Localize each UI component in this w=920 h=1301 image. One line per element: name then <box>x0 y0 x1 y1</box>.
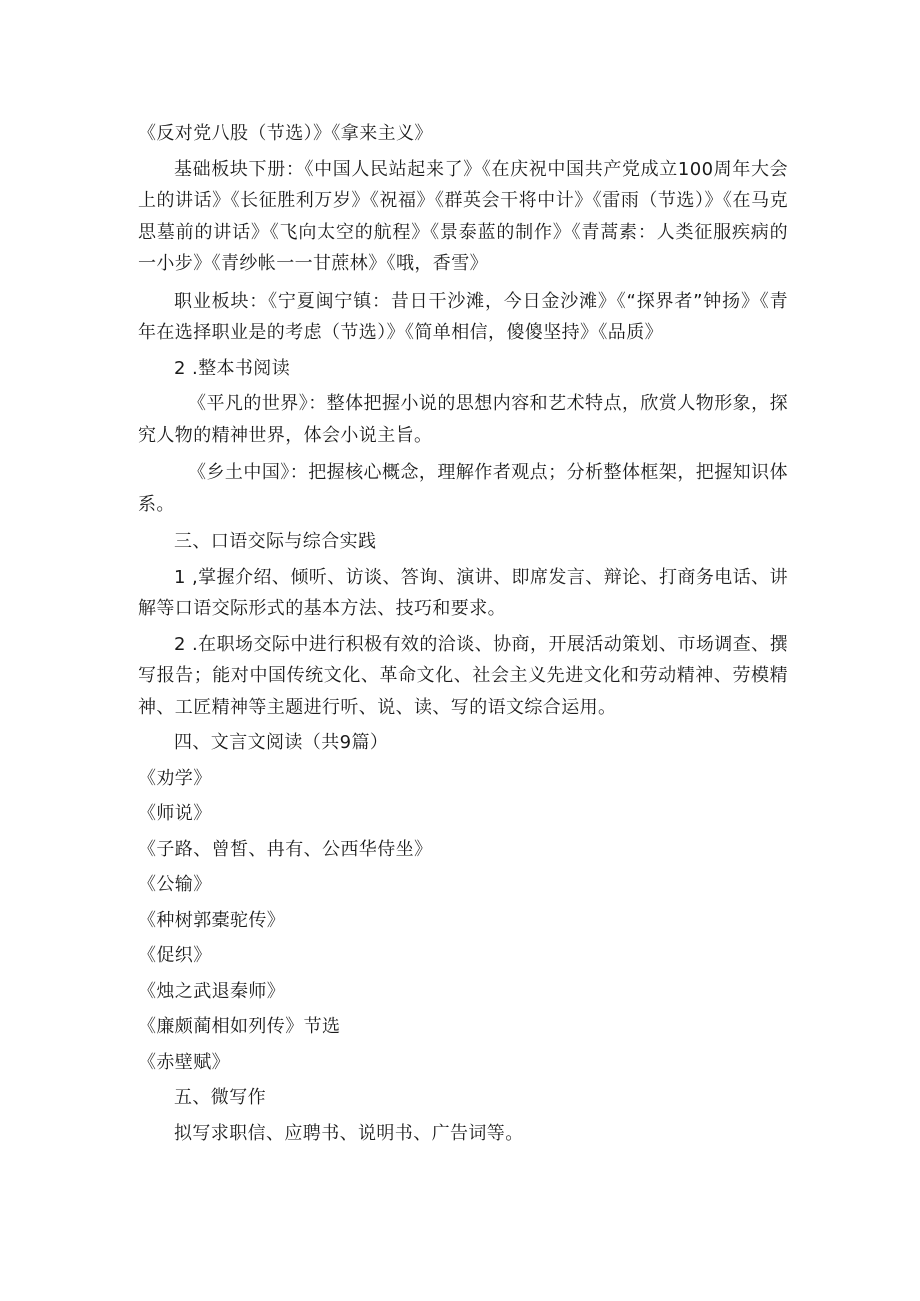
section-3-item-2: 2 .在职场交际中进行积极有效的洽谈、协商，开展活动策划、市场调查、撰写报告；能对中国传统文化、革命文化、社会主义先进文化和劳动精神、劳模精神、工匠精神等主题进行听、说、读、写的语文综合运用。 <box>138 633 788 718</box>
section-3-heading: 三、口语交际与综合实践 <box>174 531 377 552</box>
classical-text-item: 《种树郭橐驼传》 <box>138 909 286 931</box>
classical-text-item: 《促织》 <box>138 945 212 966</box>
basic-lower-paragraph: 基础板块下册：《中国人民站起来了》《在庆祝中国共产党成立100周年大会上的讲话》《长征胜利万岁》《祝福》《群英会干将中计》《雷雨（节选）》《在马克思墓前的讲话》《飞向太空的航程》《景泰蓝的制作》《青蒿素：人类征服疾病的一小步》《青纱帐一一甘蔗林》《哦，香雪》 <box>138 158 788 274</box>
classical-text-item: 《公输》 <box>138 874 212 895</box>
document-body <box>138 118 788 1149</box>
section-5-paragraph: 拟写求职信、应聘书、说明书、广告词等。 <box>174 1122 524 1144</box>
section-4-heading: 四、文言文阅读（共9篇） <box>174 732 389 753</box>
section-5-heading: 五、微写作 <box>174 1087 266 1108</box>
classical-text-item: 《烛之武退秦师》 <box>138 980 286 1002</box>
classical-text-item: 《子路、曾皙、冉有、公西华侍坐》 <box>138 838 433 860</box>
whole-book-heading: 2 .整本书阅读 <box>174 357 291 379</box>
classical-text-item: 《师说》 <box>138 803 212 824</box>
whole-book-paragraph-1: 《平凡的世界》：整体把握小说的思想内容和艺术特点，欣赏人物形象，探究人物的精神世界，体会小说主旨。 <box>138 393 788 446</box>
career-module-paragraph: 职业板块：《宁夏闽宁镇：昔日干沙滩，今日金沙滩》《“探界者”钟扬》《青年在选择职业是的考虑（节选）》《简单相信，傻傻坚持》《品质》 <box>138 290 788 343</box>
classical-text-item: 《劝学》 <box>138 767 212 789</box>
classical-text-item: 《赤壁赋》 <box>138 1051 230 1073</box>
section-3-item-1: 1 ,掌握介绍、倾听、访谈、答询、演讲、即席发言、辩论、打商务电话、讲解等口语交际形式的基本方法、技巧和要求。 <box>138 566 788 619</box>
opening-line: 《反对党八股（节选）》《拿来主义》 <box>138 123 433 144</box>
whole-book-paragraph-2: 《乡土中国》：把握核心概念，理解作者观点；分析整体框架，把握知识体系。 <box>138 462 788 515</box>
classical-text-item: 《廉颇蔺相如列传》节选 <box>138 1016 341 1037</box>
